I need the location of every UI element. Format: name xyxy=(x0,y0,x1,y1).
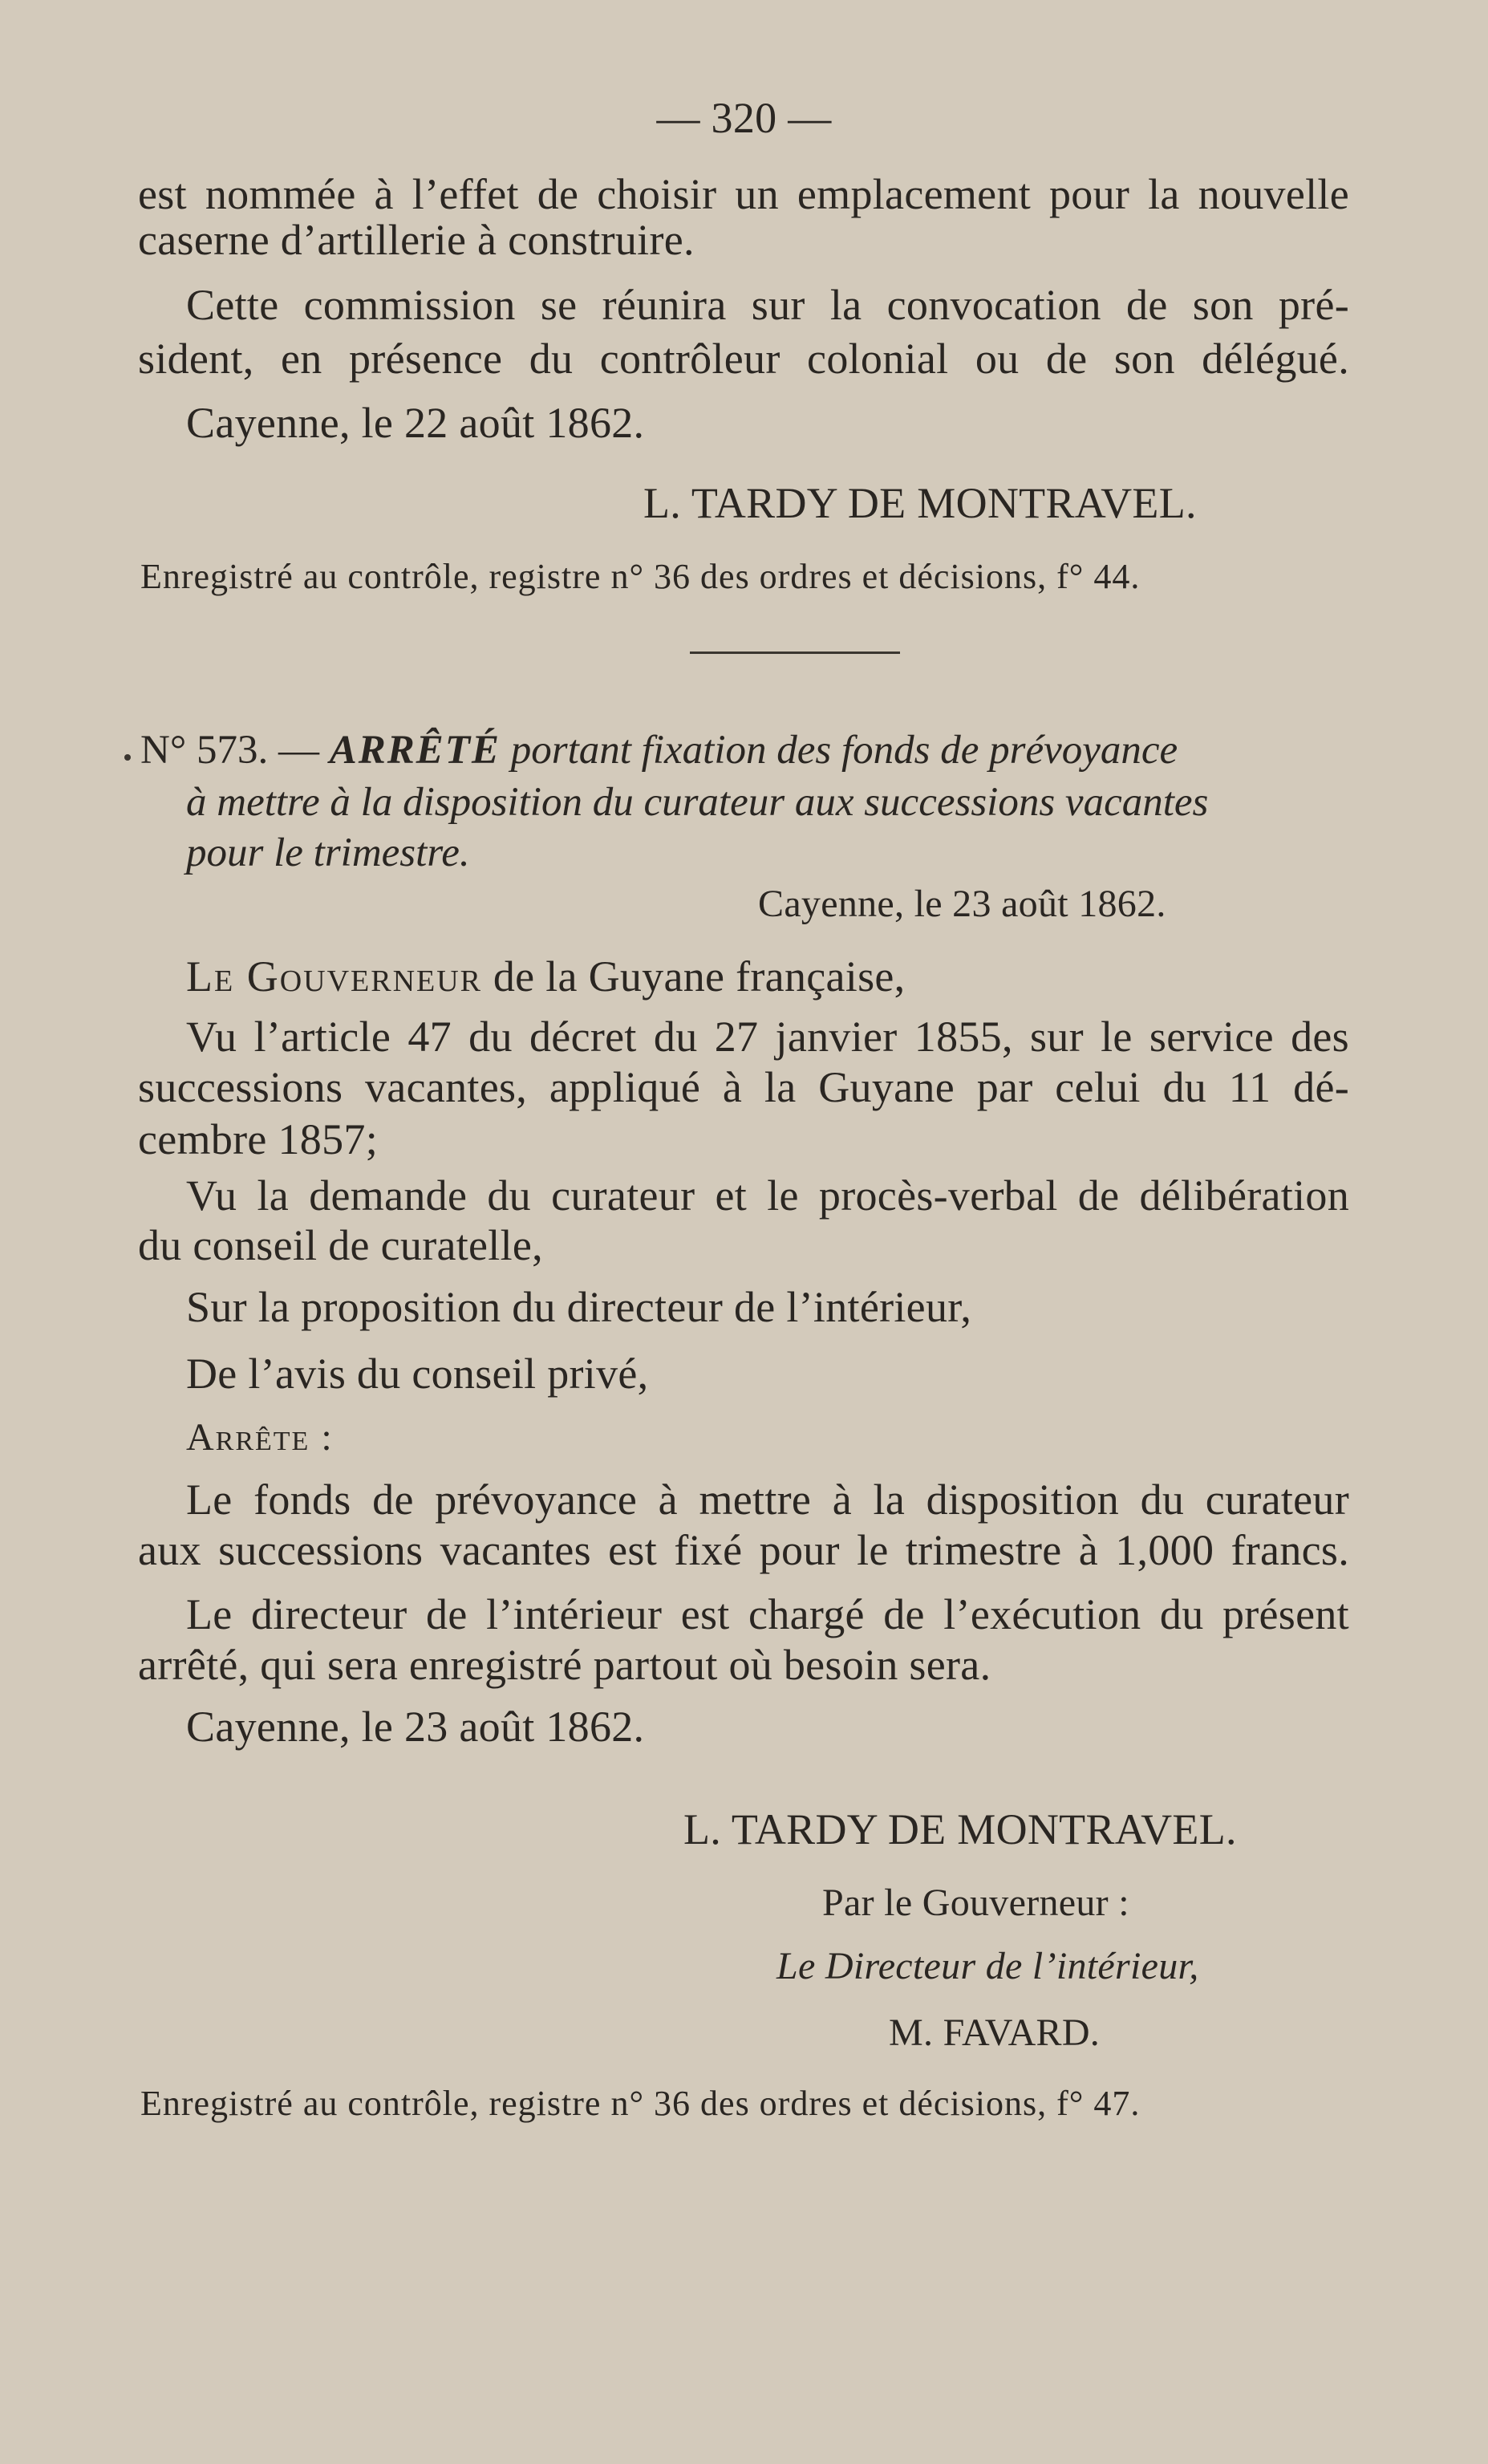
governor-rest: de la Guyane française, xyxy=(493,952,906,1001)
favard-signature: M. FAVARD. xyxy=(889,2011,1101,2054)
text-line: Vu la demande du curateur et le procès-verbal de délibération xyxy=(186,1171,1349,1220)
governor-line xyxy=(186,952,1488,1001)
arrete-title-rest: portant fixation des fonds de prévoyance xyxy=(510,728,1178,773)
governor-label: Le Gouverneur xyxy=(186,952,483,1001)
arrete-label: Arrête : xyxy=(186,1416,334,1459)
text-line: Le fonds de prévoyance à mettre à la disposition du curateur xyxy=(186,1476,1349,1524)
text-line: caserne d’artillerie à construire. xyxy=(138,216,695,264)
signature: L. TARDY DE MONTRAVEL. xyxy=(683,1805,1237,1853)
arrete-word: ARRÊTÉ xyxy=(329,728,501,773)
text-line: Cette commission se réunira sur la convocation de son pré- xyxy=(186,281,1349,329)
arrete-number: N° 573. — xyxy=(140,728,319,773)
text-line: Sur la proposition du directeur de l’intérieur, xyxy=(186,1283,972,1331)
text-line: Le directeur de l’intérieur est chargé de l’exécution du présent xyxy=(186,1590,1349,1638)
arrete-title-line xyxy=(186,782,1488,823)
section-divider xyxy=(690,652,900,654)
text-line: Cayenne, le 22 août 1862. xyxy=(186,399,645,447)
directeur-line: Le Directeur de l’intérieur, xyxy=(776,1945,1199,1987)
signature: L. TARDY DE MONTRAVEL. xyxy=(643,479,1197,527)
text-line: De l’avis du conseil privé, xyxy=(186,1350,649,1398)
page-number: — 320 — xyxy=(656,94,832,142)
text-line: du conseil de curatelle, xyxy=(138,1221,543,1269)
margin-dot xyxy=(124,754,131,761)
dateline: Cayenne, le 23 août 1862. xyxy=(758,883,1166,925)
text-line: Vu l’article 47 du décret du 27 janvier 1855, sur le service des xyxy=(186,1013,1349,1061)
text-line: successions vacantes, appliqué à la Guyane par celui du 11 dé- xyxy=(138,1063,1349,1111)
arrete-title-text: à mettre à la disposition du curateur aux successions vacantes xyxy=(186,780,1209,825)
registration-note: Enregistré au contrôle, registre n° 36 des ordres et décisions, f° 47. xyxy=(140,2084,1141,2123)
registration-note: Enregistré au contrôle, registre n° 36 des ordres et décisions, f° 44. xyxy=(140,557,1141,596)
text-line: sident, en présence du contrôleur colonial ou de son délégué. xyxy=(138,335,1349,383)
text-line: cembre 1857; xyxy=(138,1115,378,1163)
par-le-gouverneur: Par le Gouverneur : xyxy=(822,1881,1129,1924)
text-line: aux successions vacantes est fixé pour le trimestre à 1,000 francs. xyxy=(138,1526,1349,1574)
arrete-heading xyxy=(140,730,1488,771)
text-line: arrêté, qui sera enregistré partout où besoin sera. xyxy=(138,1641,991,1689)
arrete-title-line xyxy=(186,830,1488,875)
arrete-title-text: pour le trimestre. xyxy=(186,830,470,875)
text-line: Cayenne, le 23 août 1862. xyxy=(186,1703,645,1751)
text-line: est nommée à l’effet de choisir un emplacement pour la nouvelle xyxy=(138,170,1349,218)
